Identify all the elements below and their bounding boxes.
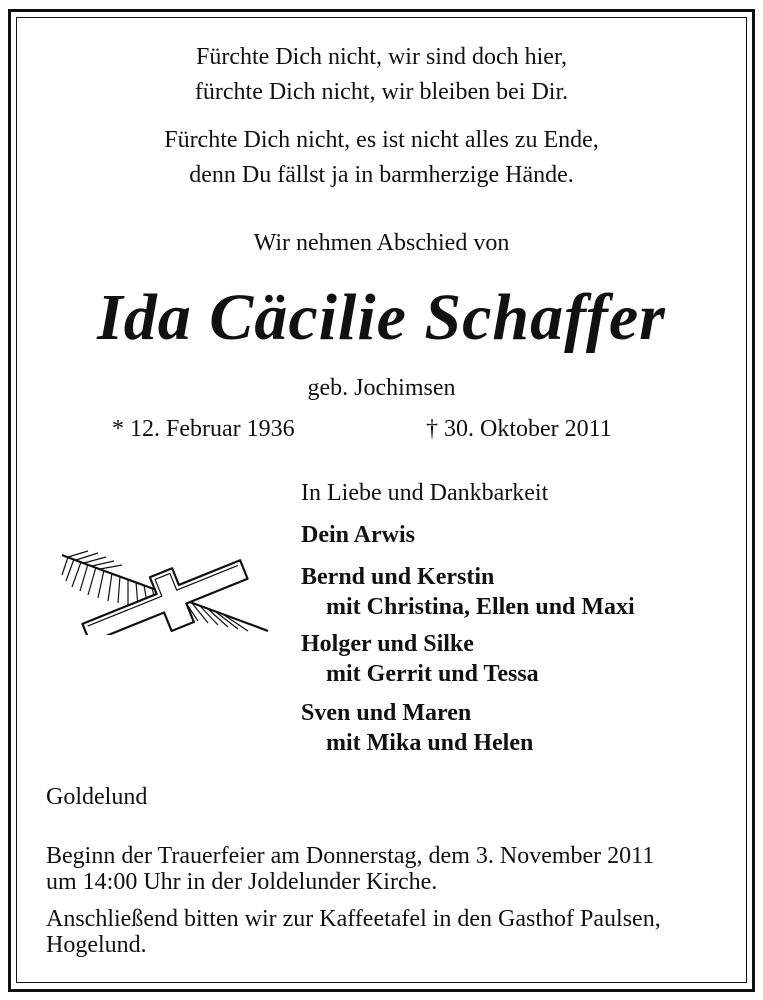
farewell-intro: Wir nehmen Abschied von: [253, 230, 510, 256]
deceased-name: Ida Cäcilie Schaffer: [97, 281, 666, 354]
service-line-2: um 14:00 Uhr in der Joldelunder Kirche.: [46, 869, 438, 895]
cross-with-palm-frond-icon: [58, 545, 282, 635]
service-line-1: Beginn der Trauerfeier am Donnerstag, dem 3. November 2011: [46, 843, 655, 869]
maiden-name: geb. Jochimsen: [307, 375, 456, 401]
place-name: Goldelund: [46, 784, 148, 810]
service-line-3: Anschließend bitten wir zur Kaffeetafel in den Gasthof Paulsen,: [46, 906, 661, 932]
mourner-line-1: Dein Arwis: [301, 522, 415, 548]
mourners-intro: In Liebe und Dankbarkeit: [301, 480, 549, 506]
mourner-group-1-children: mit Christina, Ellen und Maxi: [326, 594, 635, 620]
verse-line-3: Fürchte Dich nicht, es ist nicht alles zu Ende,: [164, 127, 599, 153]
birth-date: * 12. Februar 1936: [112, 416, 295, 442]
verse-line-1: Fürchte Dich nicht, wir sind doch hier,: [196, 44, 567, 70]
verse-line-4: denn Du fällst ja in barmherzige Hände.: [189, 162, 574, 188]
mourner-group-1-name: Bernd und Kerstin: [301, 564, 495, 590]
death-date: † 30. Oktober 2011: [426, 416, 612, 442]
mourner-group-3-name: Sven und Maren: [301, 700, 472, 726]
mourner-group-2-children: mit Gerrit und Tessa: [326, 661, 539, 687]
mourner-group-3-children: mit Mika und Helen: [326, 730, 534, 756]
service-line-4: Hogelund.: [46, 932, 147, 958]
mourner-group-2-name: Holger und Silke: [301, 631, 474, 657]
verse-line-2: fürchte Dich nicht, wir bleiben bei Dir.: [194, 79, 569, 105]
